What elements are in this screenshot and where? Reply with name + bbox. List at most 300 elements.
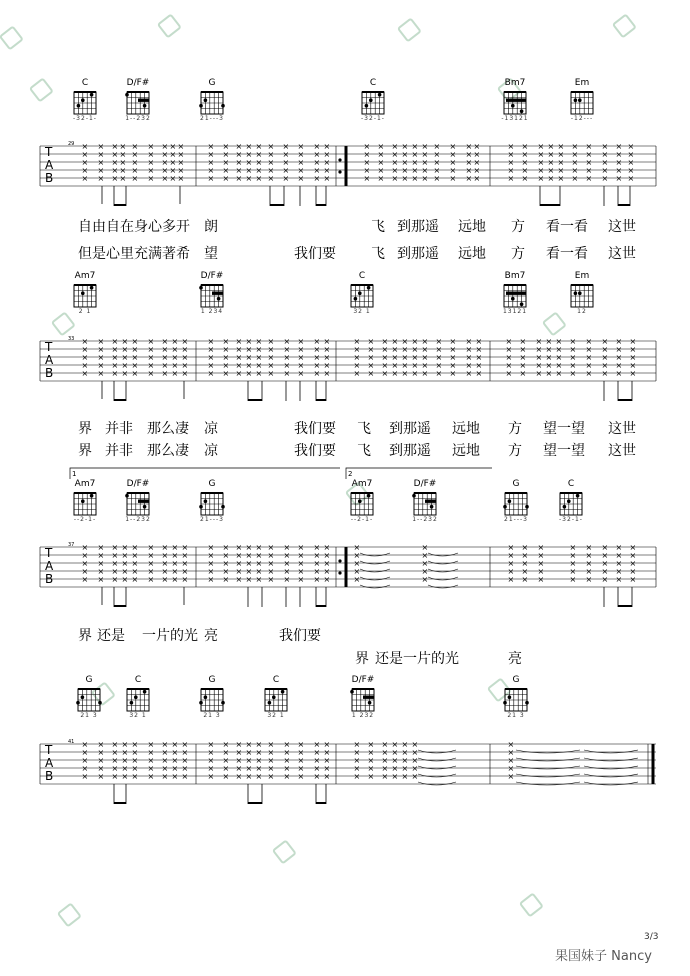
- tab-x-mark: ×: [177, 166, 185, 175]
- tab-x-mark: ×: [111, 764, 119, 773]
- chord-diagram: [192, 675, 232, 720]
- tab-x-mark: ×: [245, 551, 253, 560]
- tab-x-mark: ×: [537, 166, 545, 175]
- tab-x-mark: ×: [557, 158, 565, 167]
- tab-x-mark: ×: [421, 337, 429, 346]
- tab-x-mark: ×: [111, 772, 119, 781]
- tab-x-mark: ×: [97, 158, 105, 167]
- tab-x-mark: ×: [97, 174, 105, 183]
- tab-x-mark: ×: [235, 543, 243, 552]
- tab-clef-A: A: [45, 353, 54, 367]
- lyric-segment: 远地: [458, 246, 486, 262]
- chord-diagram: [495, 271, 535, 316]
- tab-x-mark: ×: [171, 740, 179, 749]
- lyric-segment: 亮: [508, 651, 522, 667]
- chord-name: D/F#: [351, 675, 375, 685]
- chord-name: C: [567, 479, 575, 489]
- lyric-segment: 远地: [458, 219, 486, 235]
- chord-grid: [71, 490, 99, 516]
- tab-x-mark: ×: [171, 756, 179, 765]
- tab-x-mark: ×: [267, 166, 275, 175]
- tab-x-mark: ×: [267, 369, 275, 378]
- tab-x-mark: ×: [601, 166, 609, 175]
- tab-x-mark: ×: [121, 748, 129, 757]
- chord-diagram: [118, 675, 158, 720]
- tab-x-mark: ×: [255, 369, 263, 378]
- tab-x-mark: ×: [313, 166, 321, 175]
- tab-x-mark: ×: [147, 567, 155, 576]
- lyric-segment: 一片的光: [142, 628, 198, 644]
- tab-x-mark: ×: [235, 150, 243, 159]
- tab-x-mark: ×: [177, 174, 185, 183]
- tab-x-mark: ×: [283, 772, 291, 781]
- tab-x-mark: ×: [323, 543, 331, 552]
- tab-x-mark: ×: [161, 559, 169, 568]
- tab-x-mark: ×: [111, 575, 119, 584]
- tab-x-mark: ×: [235, 748, 243, 757]
- tab-x-mark: ×: [283, 756, 291, 765]
- tab-x-mark: ×: [222, 345, 230, 354]
- tab-x-mark: ×: [313, 559, 321, 568]
- tab-x-mark: ×: [97, 337, 105, 346]
- tab-x-mark: ×: [235, 772, 243, 781]
- tab-x-mark: ×: [557, 174, 565, 183]
- tab-x-mark: ×: [537, 142, 545, 151]
- tab-x-mark: ×: [207, 150, 215, 159]
- lyric-segment: 看一看: [546, 219, 588, 235]
- chord-diagram: [496, 675, 536, 720]
- tab-clef-B: B: [45, 769, 54, 783]
- tab-x-mark: ×: [585, 174, 593, 183]
- tab-x-mark: ×: [255, 543, 263, 552]
- tab-x-mark: ×: [615, 551, 623, 560]
- tab-x-mark: ×: [465, 345, 473, 354]
- tab-x-mark: ×: [161, 345, 169, 354]
- chord-fingering: 1 234: [200, 308, 224, 315]
- tab-x-mark: ×: [377, 174, 385, 183]
- tab-x-mark: ×: [119, 174, 127, 183]
- tab-x-mark: ×: [377, 158, 385, 167]
- tab-x-mark: ×: [381, 345, 389, 354]
- chord-grid: [198, 89, 226, 115]
- tab-x-mark: ×: [401, 748, 409, 757]
- tab-x-mark: ×: [323, 567, 331, 576]
- tab-x-mark: ×: [255, 361, 263, 370]
- tab-x-mark: ×: [283, 551, 291, 560]
- tab-x-mark: ×: [401, 361, 409, 370]
- tab-x-mark: ×: [421, 174, 429, 183]
- tab-x-mark: ×: [401, 150, 409, 159]
- tab-x-mark: ×: [601, 158, 609, 167]
- tab-x-mark: ×: [615, 174, 623, 183]
- tab-x-mark: ×: [391, 748, 399, 757]
- tab-x-mark: ×: [449, 353, 457, 362]
- tab-x-mark: ×: [282, 174, 290, 183]
- tab-x-mark: ×: [171, 361, 179, 370]
- tab-x-mark: ×: [323, 353, 331, 362]
- tab-x-mark: ×: [507, 559, 515, 568]
- chord-grid: [262, 686, 290, 712]
- tab-x-mark: ×: [411, 174, 419, 183]
- tab-x-mark: ×: [411, 150, 419, 159]
- tab-x-mark: ×: [569, 369, 577, 378]
- tab-x-mark: ×: [629, 361, 637, 370]
- tab-x-mark: ×: [147, 551, 155, 560]
- tab-x-mark: ×: [353, 756, 361, 765]
- tab-x-mark: ×: [283, 575, 291, 584]
- tab-x-mark: ×: [111, 756, 119, 765]
- tab-clef-B: B: [45, 366, 54, 380]
- lyric-segment: 方: [511, 219, 525, 235]
- tab-x-mark: ×: [235, 166, 243, 175]
- chord-diagram: [562, 78, 602, 123]
- tab-x-mark: ×: [435, 345, 443, 354]
- tab-x-mark: ×: [545, 337, 553, 346]
- tab-x-mark: ×: [507, 740, 515, 749]
- tab-x-mark: ×: [323, 575, 331, 584]
- lyric-segment: 这世: [608, 443, 636, 459]
- chord-name: C: [369, 78, 377, 88]
- tab-x-mark: ×: [433, 166, 441, 175]
- tab-x-mark: ×: [363, 150, 371, 159]
- chord-name: D/F#: [413, 479, 437, 489]
- lyric-segment: 方: [508, 443, 522, 459]
- tab-x-mark: ×: [297, 158, 305, 167]
- tab-x-mark: ×: [161, 174, 169, 183]
- tab-x-mark: ×: [222, 174, 230, 183]
- tab-x-mark: ×: [121, 756, 129, 765]
- tab-x-mark: ×: [465, 174, 473, 183]
- tab-x-mark: ×: [313, 174, 321, 183]
- lyric-segment: 凉: [204, 443, 218, 459]
- tab-x-mark: ×: [557, 142, 565, 151]
- lyric-segment: 看一看: [546, 246, 588, 262]
- tab-x-mark: ×: [131, 361, 139, 370]
- tab-x-mark: ×: [245, 559, 253, 568]
- chord-name: D/F#: [200, 271, 224, 281]
- tab-x-mark: ×: [401, 772, 409, 781]
- tab-x-mark: ×: [245, 543, 253, 552]
- tab-x-mark: ×: [433, 142, 441, 151]
- tab-x-mark: ×: [222, 337, 230, 346]
- tab-x-mark: ×: [475, 369, 483, 378]
- tab-x-mark: ×: [131, 353, 139, 362]
- tab-x-mark: ×: [377, 150, 385, 159]
- tab-x-mark: ×: [235, 174, 243, 183]
- tab-x-mark: ×: [313, 575, 321, 584]
- tab-x-mark: ×: [323, 764, 331, 773]
- tab-x-mark: ×: [222, 166, 230, 175]
- tab-x-mark: ×: [391, 345, 399, 354]
- chord-name: G: [512, 675, 520, 685]
- chord-diagram: [343, 675, 383, 720]
- chord-diagram: [65, 271, 105, 316]
- tab-x-mark: ×: [121, 345, 129, 354]
- tab-x-mark: ×: [615, 559, 623, 568]
- tab-x-mark: ×: [181, 337, 189, 346]
- chord-fingering: --2-1-: [73, 516, 97, 523]
- chord-fingering: -12---: [570, 115, 594, 122]
- tab-clef-B: B: [45, 572, 54, 586]
- tab-x-mark: ×: [615, 337, 623, 346]
- tab-x-mark: ×: [245, 142, 253, 151]
- tab-x-mark: ×: [97, 150, 105, 159]
- tab-x-mark: ×: [421, 567, 429, 576]
- tab-x-mark: ×: [81, 337, 89, 346]
- tab-x-mark: ×: [465, 166, 473, 175]
- tab-x-mark: ×: [245, 772, 253, 781]
- tab-clef-T: T: [45, 546, 53, 560]
- tab-x-mark: ×: [245, 567, 253, 576]
- chord-diagram: [551, 479, 591, 524]
- tab-x-mark: ×: [353, 337, 361, 346]
- tab-x-mark: ×: [169, 150, 177, 159]
- tab-x-mark: ×: [323, 166, 331, 175]
- tab-x-mark: ×: [283, 337, 291, 346]
- tab-x-mark: ×: [111, 345, 119, 354]
- tab-x-mark: ×: [161, 772, 169, 781]
- tab-x-mark: ×: [353, 567, 361, 576]
- chord-name: G: [85, 675, 93, 685]
- tab-x-mark: ×: [111, 567, 119, 576]
- chord-name: Am7: [351, 479, 373, 489]
- chord-diagram: [495, 78, 535, 123]
- tab-x-mark: ×: [111, 543, 119, 552]
- tab-x-mark: ×: [283, 353, 291, 362]
- tab-x-mark: ×: [147, 166, 155, 175]
- measure-number: 37: [68, 542, 75, 548]
- tab-x-mark: ×: [255, 551, 263, 560]
- chord-diagram: [256, 675, 296, 720]
- tab-x-mark: ×: [421, 345, 429, 354]
- lyric-segment: 还是一片的光: [375, 651, 459, 667]
- tab-x-mark: ×: [131, 543, 139, 552]
- tab-x-mark: ×: [131, 150, 139, 159]
- tab-x-mark: ×: [391, 764, 399, 773]
- tab-x-mark: ×: [353, 740, 361, 749]
- tab-x-mark: ×: [313, 150, 321, 159]
- tab-x-mark: ×: [401, 174, 409, 183]
- tab-x-mark: ×: [323, 740, 331, 749]
- tab-x-mark: ×: [421, 142, 429, 151]
- chord-fingering: -13121: [501, 115, 529, 122]
- tab-x-mark: ×: [363, 166, 371, 175]
- chord-name: G: [208, 675, 216, 685]
- tab-x-mark: ×: [121, 567, 129, 576]
- tab-x-mark: ×: [255, 353, 263, 362]
- tab-x-mark: ×: [391, 142, 399, 151]
- tab-x-mark: ×: [363, 158, 371, 167]
- tab-x-mark: ×: [222, 559, 230, 568]
- tab-x-mark: ×: [121, 740, 129, 749]
- tab-x-mark: ×: [119, 142, 127, 151]
- tab-x-mark: ×: [161, 543, 169, 552]
- lyric-segment: 望一望: [543, 421, 585, 437]
- tab-x-mark: ×: [585, 166, 593, 175]
- volta-brackets: [0, 466, 690, 480]
- tab-x-mark: ×: [169, 174, 177, 183]
- tab-x-mark: ×: [177, 158, 185, 167]
- tab-x-mark: ×: [449, 174, 457, 183]
- tab-x-mark: ×: [627, 174, 635, 183]
- tab-x-mark: ×: [207, 142, 215, 151]
- tab-x-mark: ×: [169, 166, 177, 175]
- tab-x-mark: ×: [245, 166, 253, 175]
- tab-x-mark: ×: [449, 142, 457, 151]
- chord-diagram: [342, 479, 382, 524]
- chord-diagram: [353, 78, 393, 123]
- chord-fingering: -32-1-: [361, 115, 385, 122]
- tab-x-mark: ×: [222, 543, 230, 552]
- tab-x-mark: ×: [411, 764, 419, 773]
- tab-x-mark: ×: [207, 369, 215, 378]
- tab-x-mark: ×: [391, 772, 399, 781]
- tab-x-mark: ×: [615, 142, 623, 151]
- tab-x-mark: ×: [147, 740, 155, 749]
- tab-x-mark: ×: [377, 142, 385, 151]
- watermark: [397, 15, 425, 42]
- tab-x-mark: ×: [131, 345, 139, 354]
- tab-x-mark: ×: [169, 142, 177, 151]
- tab-x-mark: ×: [111, 158, 119, 167]
- tab-x-mark: ×: [473, 166, 481, 175]
- chord-name: Am7: [74, 479, 96, 489]
- tab-x-mark: ×: [235, 764, 243, 773]
- tab-x-mark: ×: [353, 764, 361, 773]
- tab-x-mark: ×: [435, 353, 443, 362]
- tab-x-mark: ×: [255, 337, 263, 346]
- tab-x-mark: ×: [421, 150, 429, 159]
- chord-diagram: [342, 271, 382, 316]
- tab-x-mark: ×: [282, 150, 290, 159]
- tab-x-mark: ×: [353, 543, 361, 552]
- chord-fingering: --2-1-: [350, 516, 374, 523]
- tab-x-mark: ×: [161, 740, 169, 749]
- tab-x-mark: ×: [161, 337, 169, 346]
- tab-x-mark: ×: [391, 740, 399, 749]
- tab-x-mark: ×: [255, 174, 263, 183]
- tab-x-mark: ×: [235, 740, 243, 749]
- tab-x-mark: ×: [267, 740, 275, 749]
- lyric-segment: 飞: [357, 421, 371, 437]
- tab-x-mark: ×: [131, 158, 139, 167]
- tab-x-mark: ×: [571, 174, 579, 183]
- tab-x-mark: ×: [601, 150, 609, 159]
- chord-name: C: [81, 78, 89, 88]
- tab-x-mark: ×: [147, 353, 155, 362]
- tab-x-mark: ×: [507, 150, 515, 159]
- tab-x-mark: ×: [435, 361, 443, 370]
- chord-fingering: 21---3: [504, 516, 528, 523]
- tab-x-mark: ×: [585, 575, 593, 584]
- tab-x-mark: ×: [585, 559, 593, 568]
- tab-x-mark: ×: [297, 764, 305, 773]
- chord-fingering: 12: [577, 308, 587, 315]
- tab-x-mark: ×: [161, 764, 169, 773]
- tab-x-mark: ×: [207, 567, 215, 576]
- lyric-segment: 凉: [204, 421, 218, 437]
- chord-grid: [568, 89, 596, 115]
- tab-x-mark: ×: [245, 345, 253, 354]
- tab-x-mark: ×: [207, 551, 215, 560]
- tab-x-mark: ×: [297, 551, 305, 560]
- tab-x-mark: ×: [207, 772, 215, 781]
- tab-x-mark: ×: [601, 543, 609, 552]
- chord-name: Am7: [74, 271, 96, 281]
- tab-x-mark: ×: [255, 764, 263, 773]
- tab-x-mark: ×: [601, 142, 609, 151]
- tab-x-mark: ×: [313, 551, 321, 560]
- lyric-segment: 我们要: [294, 443, 336, 459]
- tab-x-mark: ×: [207, 575, 215, 584]
- tab-x-mark: ×: [601, 361, 609, 370]
- tab-x-mark: ×: [81, 559, 89, 568]
- tab-x-mark: ×: [313, 764, 321, 773]
- tab-x-mark: ×: [131, 764, 139, 773]
- tab-staff: [0, 736, 690, 816]
- tab-x-mark: ×: [81, 158, 89, 167]
- chord-grid: [502, 490, 530, 516]
- chord-fingering: 21 3: [203, 712, 221, 719]
- tab-x-mark: ×: [505, 353, 513, 362]
- tab-x-mark: ×: [81, 567, 89, 576]
- tab-x-mark: ×: [323, 748, 331, 757]
- tab-x-mark: ×: [475, 361, 483, 370]
- tab-x-mark: ×: [81, 174, 89, 183]
- tab-x-mark: ×: [97, 353, 105, 362]
- tab-x-mark: ×: [537, 567, 545, 576]
- chord-fingering: 32 1: [267, 712, 285, 719]
- tab-x-mark: ×: [181, 369, 189, 378]
- tab-x-mark: ×: [535, 353, 543, 362]
- tab-x-mark: ×: [585, 361, 593, 370]
- tab-x-mark: ×: [131, 551, 139, 560]
- tab-x-mark: ×: [171, 748, 179, 757]
- tab-x-mark: ×: [571, 142, 579, 151]
- chord-grid: [348, 282, 376, 308]
- tab-x-mark: ×: [97, 551, 105, 560]
- tab-x-mark: ×: [121, 361, 129, 370]
- tab-x-mark: ×: [585, 567, 593, 576]
- tab-x-mark: ×: [283, 567, 291, 576]
- tab-x-mark: ×: [255, 142, 263, 151]
- tab-x-mark: ×: [147, 559, 155, 568]
- tab-x-mark: ×: [505, 345, 513, 354]
- tab-x-mark: ×: [323, 551, 331, 560]
- chord-grid: [557, 490, 585, 516]
- tab-x-mark: ×: [473, 174, 481, 183]
- tab-x-mark: ×: [171, 764, 179, 773]
- tab-x-mark: ×: [207, 740, 215, 749]
- tab-x-mark: ×: [245, 756, 253, 765]
- tab-x-mark: ×: [323, 345, 331, 354]
- tab-x-mark: ×: [629, 345, 637, 354]
- tab-x-mark: ×: [585, 353, 593, 362]
- chord-fingering: 1--232: [125, 516, 151, 523]
- tab-x-mark: ×: [401, 337, 409, 346]
- tab-x-mark: ×: [131, 772, 139, 781]
- tab-x-mark: ×: [245, 150, 253, 159]
- tab-x-mark: ×: [521, 567, 529, 576]
- chord-fingering: 1--232: [412, 516, 438, 523]
- tab-x-mark: ×: [181, 551, 189, 560]
- tab-x-mark: ×: [411, 756, 419, 765]
- tab-x-mark: ×: [615, 158, 623, 167]
- tab-x-mark: ×: [222, 772, 230, 781]
- tab-x-mark: ×: [147, 158, 155, 167]
- tab-x-mark: ×: [615, 575, 623, 584]
- tab-x-mark: ×: [391, 756, 399, 765]
